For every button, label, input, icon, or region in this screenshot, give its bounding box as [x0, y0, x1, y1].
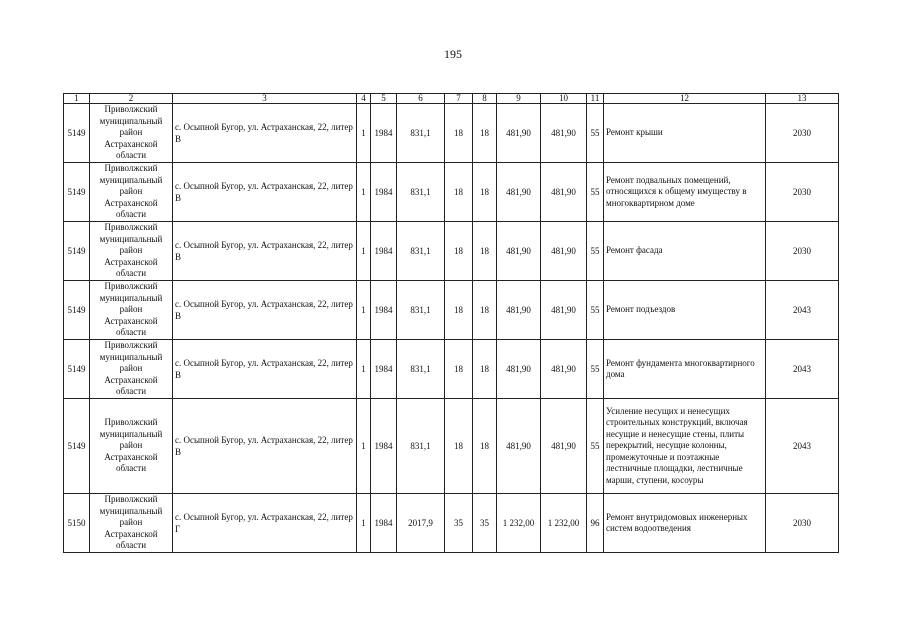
- column-header-3: 3: [173, 94, 357, 104]
- work-type-cell: Усиление несущих и ненесущих строительных конструкций, включая несущие и ненесущие стены, плиты перекрытий, несущие колонны, промежуточные и поэтажные лестничные площадки, лестничные марши, ступени, косоуры: [604, 399, 766, 494]
- column-10-cell: 481,90: [541, 340, 587, 399]
- column-10-cell: 481,90: [541, 281, 587, 340]
- column-6-cell: 831,1: [397, 104, 445, 163]
- column-header-1: 1: [64, 94, 90, 104]
- object-id-cell: 5149: [64, 163, 90, 222]
- column-7-cell: 18: [445, 222, 473, 281]
- column-11-cell: 55: [587, 163, 604, 222]
- column-10-cell: 1 232,00: [541, 494, 587, 553]
- column-header-13: 13: [766, 94, 839, 104]
- column-11-cell: 55: [587, 281, 604, 340]
- municipality-cell: Приволжский муниципальный район Астраханской области: [90, 494, 173, 553]
- object-id-cell: 5150: [64, 494, 90, 553]
- address-cell: с. Осыпной Бугор, ул. Астраханская, 22, литер В: [173, 281, 357, 340]
- work-type-cell: Ремонт фасада: [604, 222, 766, 281]
- column-10-cell: 481,90: [541, 163, 587, 222]
- column-5-cell: 1984: [371, 494, 397, 553]
- work-type-cell: Ремонт внутридомовых инженерных систем водоотведения: [604, 494, 766, 553]
- column-8-cell: 18: [473, 281, 497, 340]
- column-9-cell: 481,90: [497, 340, 541, 399]
- column-9-cell: 481,90: [497, 222, 541, 281]
- column-6-cell: 831,1: [397, 163, 445, 222]
- column-header-4: 4: [357, 94, 371, 104]
- table-row: [64, 222, 839, 281]
- table-row: [64, 494, 839, 553]
- column-9-cell: 481,90: [497, 399, 541, 494]
- column-4-cell: 1: [357, 494, 371, 553]
- column-header-8: 8: [473, 94, 497, 104]
- column-10-cell: 481,90: [541, 399, 587, 494]
- work-type-cell: Ремонт фундамента многоквартирного дома: [604, 340, 766, 399]
- column-4-cell: 1: [357, 163, 371, 222]
- column-11-cell: 55: [587, 340, 604, 399]
- table-row: [64, 281, 839, 340]
- work-type-cell: Ремонт подвальных помещений, относящихся к общему имуществу в многоквартирном доме: [604, 163, 766, 222]
- table-row: [64, 340, 839, 399]
- column-header-2: 2: [90, 94, 173, 104]
- object-id-cell: 5149: [64, 340, 90, 399]
- column-11-cell: 55: [587, 399, 604, 494]
- municipality-cell: Приволжский муниципальный район Астраханской области: [90, 399, 173, 494]
- column-6-cell: 2017,9: [397, 494, 445, 553]
- column-9-cell: 481,90: [497, 163, 541, 222]
- column-9-cell: 1 232,00: [497, 494, 541, 553]
- column-header-11: 11: [587, 94, 604, 104]
- column-8-cell: 35: [473, 494, 497, 553]
- column-11-cell: 55: [587, 222, 604, 281]
- planned-year-cell: 2030: [766, 494, 839, 553]
- column-4-cell: 1: [357, 281, 371, 340]
- column-11-cell: 55: [587, 104, 604, 163]
- planned-year-cell: 2030: [766, 104, 839, 163]
- address-cell: с. Осыпной Бугор, ул. Астраханская, 22, литер Г: [173, 494, 357, 553]
- column-7-cell: 18: [445, 399, 473, 494]
- address-cell: с. Осыпной Бугор, ул. Астраханская, 22, литер В: [173, 399, 357, 494]
- column-10-cell: 481,90: [541, 222, 587, 281]
- column-5-cell: 1984: [371, 163, 397, 222]
- object-id-cell: 5149: [64, 399, 90, 494]
- object-id-cell: 5149: [64, 281, 90, 340]
- planned-year-cell: 2030: [766, 222, 839, 281]
- column-number-header-row: [64, 94, 839, 104]
- column-header-10: 10: [541, 94, 587, 104]
- column-10-cell: 481,90: [541, 104, 587, 163]
- planned-year-cell: 2043: [766, 399, 839, 494]
- address-cell: с. Осыпной Бугор, ул. Астраханская, 22, литер В: [173, 222, 357, 281]
- column-9-cell: 481,90: [497, 281, 541, 340]
- column-6-cell: 831,1: [397, 281, 445, 340]
- column-5-cell: 1984: [371, 104, 397, 163]
- column-4-cell: 1: [357, 104, 371, 163]
- planned-year-cell: 2030: [766, 163, 839, 222]
- column-header-5: 5: [371, 94, 397, 104]
- table-row: [64, 163, 839, 222]
- column-header-7: 7: [445, 94, 473, 104]
- column-5-cell: 1984: [371, 222, 397, 281]
- repair-schedule-table: [63, 93, 839, 553]
- municipality-cell: Приволжский муниципальный район Астраханской области: [90, 104, 173, 163]
- municipality-cell: Приволжский муниципальный район Астраханской области: [90, 222, 173, 281]
- municipality-cell: Приволжский муниципальный район Астраханской области: [90, 281, 173, 340]
- column-8-cell: 18: [473, 104, 497, 163]
- column-6-cell: 831,1: [397, 399, 445, 494]
- column-header-9: 9: [497, 94, 541, 104]
- column-7-cell: 18: [445, 340, 473, 399]
- table-row: [64, 104, 839, 163]
- planned-year-cell: 2043: [766, 340, 839, 399]
- column-5-cell: 1984: [371, 399, 397, 494]
- municipality-cell: Приволжский муниципальный район Астраханской области: [90, 340, 173, 399]
- address-cell: с. Осыпной Бугор, ул. Астраханская, 22, литер В: [173, 104, 357, 163]
- column-8-cell: 18: [473, 222, 497, 281]
- column-7-cell: 18: [445, 104, 473, 163]
- table-row: [64, 399, 839, 494]
- work-type-cell: Ремонт крыши: [604, 104, 766, 163]
- column-7-cell: 35: [445, 494, 473, 553]
- column-8-cell: 18: [473, 399, 497, 494]
- column-4-cell: 1: [357, 399, 371, 494]
- address-cell: с. Осыпной Бугор, ул. Астраханская, 22, литер В: [173, 340, 357, 399]
- column-11-cell: 96: [587, 494, 604, 553]
- municipality-cell: Приволжский муниципальный район Астраханской области: [90, 163, 173, 222]
- column-8-cell: 18: [473, 340, 497, 399]
- column-5-cell: 1984: [371, 340, 397, 399]
- column-8-cell: 18: [473, 163, 497, 222]
- column-4-cell: 1: [357, 222, 371, 281]
- column-header-12: 12: [604, 94, 766, 104]
- column-5-cell: 1984: [371, 281, 397, 340]
- column-7-cell: 18: [445, 163, 473, 222]
- column-6-cell: 831,1: [397, 222, 445, 281]
- column-9-cell: 481,90: [497, 104, 541, 163]
- planned-year-cell: 2043: [766, 281, 839, 340]
- address-cell: с. Осыпной Бугор, ул. Астраханская, 22, литер В: [173, 163, 357, 222]
- column-6-cell: 831,1: [397, 340, 445, 399]
- work-type-cell: Ремонт подъездов: [604, 281, 766, 340]
- column-4-cell: 1: [357, 340, 371, 399]
- column-7-cell: 18: [445, 281, 473, 340]
- object-id-cell: 5149: [64, 104, 90, 163]
- object-id-cell: 5149: [64, 222, 90, 281]
- page-number: 195: [444, 47, 462, 61]
- column-header-6: 6: [397, 94, 445, 104]
